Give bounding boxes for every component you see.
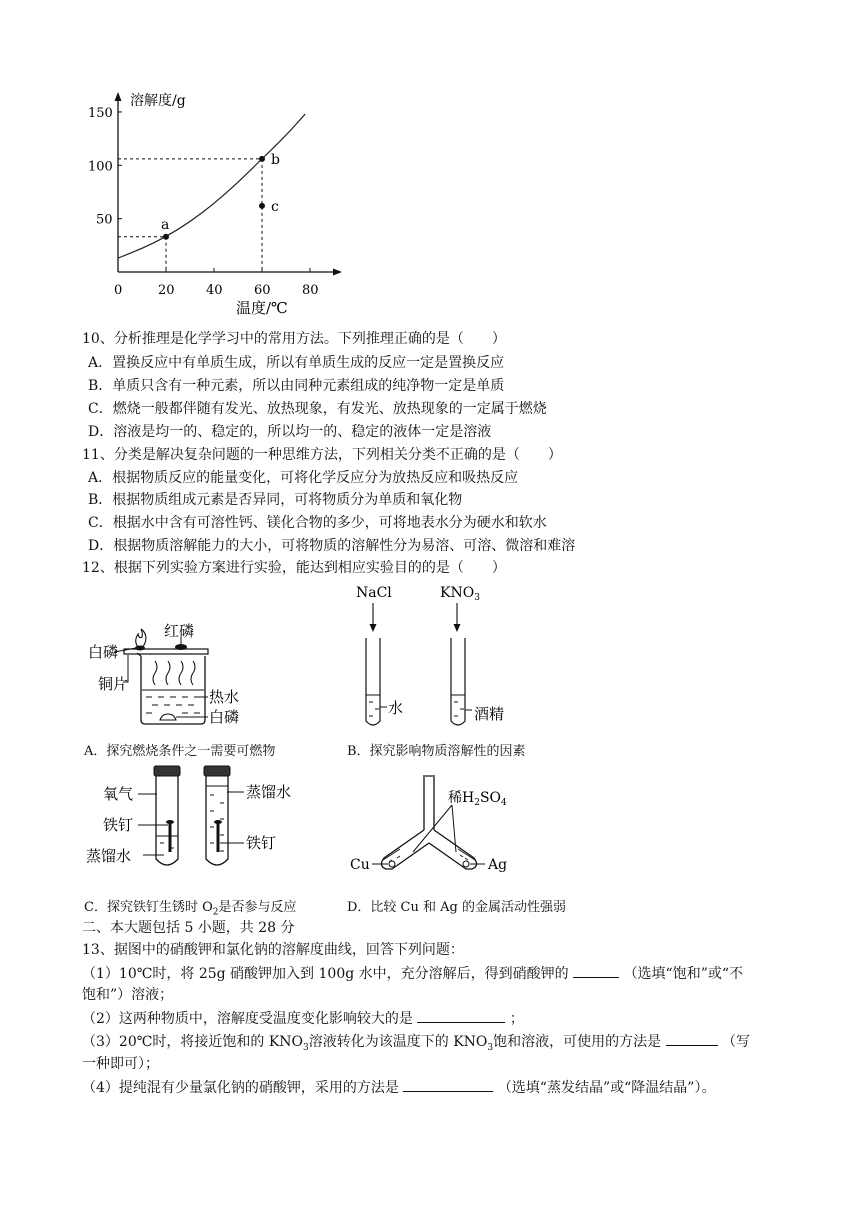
q13-part2: （2）这两种物质中，溶解度受温度变化影响较大的是 ； — [82, 1008, 524, 1029]
caption-b: B．探究影响物质溶解性的因素 — [347, 744, 526, 759]
q10-option-a: A．置换反应中有单质生成，所以有单质生成的反应一定是置换反应 — [88, 355, 505, 371]
q11-option-c: C．根据水中含有可溶性钙、镁化合物的多少，可将地表水分为硬水和软水 — [88, 515, 547, 531]
figure-d-y-tube — [345, 770, 525, 880]
q11-option-d: D．根据物质溶解能力的大小，可将物质的溶解性分为易溶、可溶、微溶和难溶 — [88, 538, 576, 554]
y-tube-right-branch — [429, 830, 477, 869]
caption-c: C．探究铁钉生锈时 $O_2$是否参与反应 — [84, 900, 297, 918]
point-a — [163, 234, 169, 240]
figure-a-combustion — [84, 605, 254, 730]
label-alcohol: 酒精 — [474, 705, 505, 723]
q13-part3-cont: 一种即可）； — [82, 1056, 159, 1072]
q10-option-c: C．燃烧一般都伴随有发光、放热现象，有发光、放热现象的一定属于燃烧 — [88, 401, 547, 417]
point-c — [259, 203, 265, 209]
x-tick-label: 0 — [114, 283, 123, 298]
y-tick-label: 150 — [88, 105, 113, 121]
flame-icon — [136, 629, 146, 648]
x-axis-arrow — [333, 269, 342, 276]
q13-part1: （1）10℃时，将 25g 硝酸钾加入到 100g 水中，充分溶解后，得到硝酸钾的 （选填“饱和”或“不 — [82, 963, 743, 984]
x-tick-label: 20 — [158, 283, 175, 298]
q13-part4: （4）提纯混有少量氯化钠的硝酸钾，采用的方法是 （选填“蒸发结晶”或“降温结晶”）。 — [82, 1077, 715, 1098]
label-cu: Cu — [350, 857, 370, 873]
y-tick-label: 100 — [88, 159, 113, 175]
label-nacl: NaCl — [356, 585, 392, 601]
label-white-phosphorus-bottom: 白磷 — [209, 708, 240, 726]
caption-a: A．探究燃烧条件之一需要可燃物 — [84, 744, 276, 759]
label-water: 水 — [388, 699, 404, 717]
label-iron-nail-2: 铁钉 — [246, 834, 277, 852]
label-ag: Ag — [488, 857, 508, 873]
x-tick-label: 60 — [254, 283, 271, 298]
q13-stem: 13、据图中的硝酸钾和氯化钠的溶解度曲线，回答下列问题： — [82, 942, 464, 958]
test-tube-oxygen — [156, 776, 178, 865]
answer-blank-1[interactable] — [573, 963, 619, 978]
label-distilled-water-2: 蒸馏水 — [246, 783, 292, 801]
copper-piece — [389, 861, 395, 867]
label-red-phosphorus: 红磷 — [164, 622, 195, 640]
y-tick-label: 50 — [96, 212, 113, 228]
test-tube-alcohol — [451, 638, 465, 725]
x-axis-label: 温度/℃ — [236, 299, 288, 317]
q12-stem: 12、根据下列实验方案进行实验，能达到相应实验目的的是（ ） — [82, 560, 506, 576]
answer-blank-4[interactable] — [403, 1077, 493, 1092]
section-2-heading: 二、本大题包括 5 小题，共 28 分 — [82, 920, 295, 936]
q13-part1-cont: 饱和”）溶液； — [82, 987, 174, 1003]
caption-d: D．比较 Cu 和 Ag 的金属活动性强弱 — [347, 900, 566, 915]
x-tick-label: 80 — [302, 283, 319, 298]
q11-option-b: B．根据物质组成元素是否异同，可将物质分为单质和氧化物 — [88, 492, 463, 508]
label-iron-nail-1: 铁钉 — [103, 816, 134, 834]
y-tube-left-branch — [381, 830, 429, 869]
q13-part3: （3）20℃时，将接近饱和的 $KNO_3$溶液转化为该温度下的 $KNO_3$饱和溶液，可使用的方法是 （写 — [82, 1031, 750, 1058]
label-copper: 铜片 — [98, 675, 129, 693]
label-oxygen: 氧气 — [103, 785, 134, 803]
white-phosphorus-underwater — [160, 714, 176, 720]
point-label-b: b — [271, 151, 280, 168]
q10-option-b: B．单质只含有一种元素，所以由同种元素组成的纯净物一定是单质 — [88, 378, 505, 394]
q10-stem: 10、分析推理是化学学习中的常用方法。下列推理正确的是（ ） — [82, 331, 506, 347]
point-label-c: c — [271, 198, 279, 215]
answer-blank-3[interactable] — [666, 1031, 718, 1046]
label-hot-water: 热水 — [209, 688, 240, 706]
point-label-a: a — [161, 216, 170, 233]
q10-option-d: D．溶液是均一的、稳定的，所以均一的、稳定的液体一定是溶液 — [88, 424, 492, 440]
label-distilled-water-1: 蒸馏水 — [86, 847, 132, 865]
figure-b-test-tubes — [345, 580, 525, 730]
label-dilute-acid: 稀$H_2SO_4$ — [448, 790, 507, 808]
label-kno3: $KNO_3$ — [440, 585, 480, 603]
y-axis-label: 溶解度/g — [130, 93, 186, 109]
label-white-phosphorus-top: 白磷 — [88, 643, 119, 661]
point-b — [259, 156, 265, 162]
test-tube-water — [366, 638, 380, 725]
solubility-chart — [80, 85, 350, 320]
figure-c-rusting — [84, 760, 314, 875]
x-tick-label: 40 — [206, 283, 223, 298]
silver-piece — [463, 861, 469, 867]
q11-option-a: A．根据物质反应的能量变化，可将化学反应分为放热反应和吸热反应 — [88, 470, 519, 486]
solubility-curve — [118, 114, 305, 258]
red-phosphorus — [175, 644, 187, 650]
y-axis-arrow — [115, 92, 122, 101]
answer-blank-2[interactable] — [417, 1008, 505, 1023]
q11-stem: 11、分类是解决复杂问题的一种思维方法，下列相关分类不正确的是（ ） — [82, 447, 562, 463]
